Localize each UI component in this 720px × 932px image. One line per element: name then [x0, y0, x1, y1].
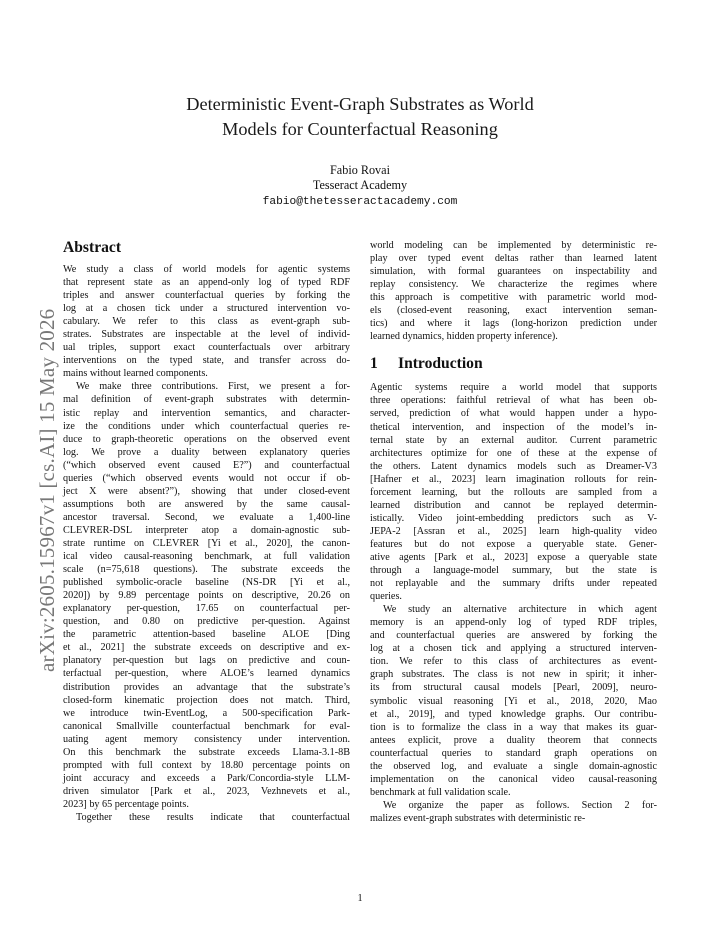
- left-column: [63, 239, 350, 824]
- text-line: features but do not expose a queryable state. Gener-: [370, 538, 657, 550]
- text-line: and counterfactual queries are answered by forking the: [370, 630, 657, 642]
- text-line: (“which observed event caused E?”) and counterfactual: [63, 459, 350, 471]
- text-line: queries.: [370, 591, 402, 603]
- text-line: this approach is competitive with parametric world mod-: [370, 292, 657, 304]
- text-line: malizes event-graph substrates with deterministic re-: [370, 812, 586, 824]
- text-line: 2023] by 65 percentage points.: [63, 798, 189, 810]
- text-line: three operations: faithful retrieval of what has been ob-: [370, 395, 657, 407]
- text-line: ancestor traversal. Second, we evaluate a 1,400-line: [63, 511, 350, 523]
- text-line: tics) and where it lags (long-horizon prediction under: [370, 318, 657, 330]
- text-line: graph substrates. The class is not new in spirit; it inher-: [370, 669, 657, 681]
- text-line: published symbolic-oracle baseline (NS-DR [Yi et al.,: [63, 577, 350, 589]
- section-number: 1: [370, 355, 378, 373]
- text-line: et al., 2019], and typed knowledge graphs. Our contribu-: [370, 708, 657, 720]
- text-line: served, prediction of what would happen under a hypo-: [370, 408, 657, 420]
- author-name: Fabio Rovai: [330, 163, 390, 177]
- text-line: closed-form kinematic projection does not match. Third,: [63, 694, 350, 706]
- text-line: log. We prove a duality between explanatory queries: [63, 446, 350, 458]
- paper-title: [100, 92, 620, 142]
- text-line: mains without learned components.: [63, 368, 208, 380]
- right-column: [370, 239, 657, 825]
- abstract-continuation: [370, 239, 657, 343]
- text-line: learned dynamics, hidden property inference).: [370, 331, 558, 343]
- text-line: ual triples, support exact counterfactuals over arbitrary: [63, 342, 350, 354]
- text-line: We study an alternative architecture in which agent: [383, 604, 657, 616]
- text-line: symbolic visual reasoning [Yi et al., 2018, 2020, Mao: [370, 695, 657, 707]
- text-line: question, and 0.80 on predictive per-question. Against: [63, 616, 350, 628]
- text-line: strates. Substrates are inspectable at the level of individ-: [63, 329, 350, 341]
- text-line: els (closed-event reasoning, exact intervention seman-: [370, 305, 657, 317]
- text-line: canonical Smallville counterfactual benchmark for eval-: [63, 720, 350, 732]
- text-line: [Hafner et al., 2023] learn imagination rollouts for rein-: [370, 473, 657, 485]
- page-number: 1: [357, 893, 363, 904]
- author-email[interactable]: fabio@thetesseractacademy.com: [262, 196, 458, 208]
- text-line: architectures optimize for one of these at the expense of: [370, 447, 657, 459]
- text-line: cabulary. We refer to this class as event-graph sub-: [63, 316, 350, 328]
- text-line: planatory per-question but lags on predictive and coun-: [63, 655, 350, 667]
- text-line: learned distribution and cannot be replayed determin-: [370, 499, 657, 511]
- text-line: On this benchmark the substrate exceeds Llama-3.1-8B: [63, 746, 350, 758]
- text-line: antees explicit, prove a duality theorem that connects: [370, 734, 657, 746]
- text-line: the observed log, and evaluate a single domain-agnostic: [370, 760, 657, 772]
- text-line: queries (“which observed events would not occur if ob-: [63, 472, 350, 484]
- text-line: triples and answer counterfactual queries by forking the: [63, 290, 350, 302]
- text-line: play over typed event deltas rather than learned latent: [370, 253, 657, 265]
- text-line: that represent state as an append-only log of typed RDF: [63, 277, 350, 289]
- text-line: scale (n=75,618 questions). The substrate exceeds the: [63, 564, 350, 576]
- text-line: ize the conditions under which counterfactual queries re-: [63, 420, 350, 432]
- text-line: driven simulator [Park et al., 2023, Vezhnevets et al.,: [63, 785, 350, 797]
- arxiv-stamp: arXiv:2605.15967v1 [cs.AI] 15 May 2026: [35, 308, 59, 672]
- text-line: We organize the paper as follows. Section 2 for-: [383, 799, 657, 811]
- title-line-1: Deterministic Event-Graph Substrates as World: [186, 94, 534, 114]
- abstract-body: [63, 263, 350, 824]
- text-line: We study a class of world models for agentic systems: [63, 264, 350, 275]
- text-line: the parametric attention-based baseline ALOE [Ding: [63, 629, 350, 641]
- text-line: Agentic systems require a world model that supports: [370, 382, 657, 394]
- text-line: log at a chosen tick under a structured intervention vo-: [63, 303, 350, 315]
- text-line: mal definition of event-graph substrates with determin-: [63, 394, 350, 406]
- text-line: forcement learning, but the rollouts are sampled from a: [370, 486, 657, 498]
- text-line: ternal state by an external auditor. Current parametric: [370, 434, 657, 446]
- text-line: terfactual per-question, where ALOE’s learned dynamics: [63, 668, 350, 680]
- text-line: istically. Video joint-embedding predictors such as V-: [370, 512, 657, 524]
- text-line: 2020]) by 9.89 percentage points on descriptive, 20.26 on: [63, 590, 350, 602]
- text-line: JEPA-2 [Assran et al., 2025] learn high-quality video: [370, 525, 657, 537]
- text-line: counterfactual queries to standard graph operations on: [370, 747, 657, 759]
- text-line: joint accuracy and exceeds a Park/Concordia-style LLM-: [63, 772, 350, 784]
- text-line: we introduce twin-EventLog, a 500-specification Park-: [63, 707, 350, 719]
- abstract-heading: Abstract: [63, 239, 122, 256]
- text-line: ical video causal-reasoning benchmark, at full validation: [63, 551, 350, 563]
- text-line: tion. We refer to this class of architectures as event-: [370, 656, 657, 668]
- title-line-2: Models for Counterfactual Reasoning: [222, 119, 498, 139]
- text-line: replay consistency. We characterize the regimes where: [370, 279, 657, 291]
- section-title: Introduction: [398, 355, 483, 373]
- text-line: strate runtime on CLEVRER [Yi et al., 2020], the canon-: [63, 537, 350, 549]
- text-line: tion is to formalize the class in a way that makes its guar-: [370, 721, 657, 733]
- text-line: Together these results indicate that counterfactual: [76, 811, 350, 823]
- text-line: not replayable and the summary drifts under repeated: [370, 578, 657, 590]
- text-line: prompted with full context by 18.80 percentage points on: [63, 759, 350, 771]
- text-line: implementation on the canonical video causal-reasoning: [370, 773, 657, 785]
- text-line: interventions on the typed state, and transfer across do-: [63, 355, 350, 367]
- text-line: memory is an append-only log of typed RDF triples,: [370, 617, 657, 629]
- text-line: benchmark at full validation scale.: [370, 786, 511, 798]
- text-line: the others. Latent dynamics models such as Dreamer-V3: [370, 460, 657, 472]
- text-line: explanatory per-question, 17.65 on counterfactual per-: [63, 603, 350, 615]
- text-line: et al., 2021] the substrate exceeds on descriptive and ex-: [63, 642, 350, 654]
- text-line: We make three contributions. First, we present a for-: [76, 381, 350, 393]
- text-line: log at a chosen tick and applying a structured interven-: [370, 643, 657, 655]
- text-line: its from structural causal models [Pearl, 2009], neuro-: [370, 682, 657, 694]
- author-affiliation: Tesseract Academy: [312, 178, 408, 192]
- text-line: assumptions both are answered by the same causal-: [63, 498, 350, 510]
- text-line: thetical intervention, and inspection of the model’s in-: [370, 421, 657, 433]
- text-line: duce to graph-theoretic operations on the observed event: [63, 433, 350, 445]
- introduction-body: [370, 381, 657, 825]
- text-line: through a language-model summary, but the state is: [370, 565, 657, 577]
- text-line: world modeling can be implemented by deterministic re-: [370, 240, 657, 251]
- text-line: ject X were absent?”), showing that under closed-event: [63, 485, 350, 497]
- text-line: CLEVRER-DSL interpreter atop a domain-agnostic sub-: [63, 524, 350, 536]
- text-line: ative agents [Park et al., 2023] expose a queryable state: [370, 551, 657, 563]
- introduction-heading: [370, 355, 657, 373]
- text-line: distribution provides an advantage that the substrate’s: [63, 681, 350, 693]
- text-line: istic replay and intervention semantics, and character-: [63, 407, 350, 419]
- text-line: simulation, with formal guarantees on inspectability and: [370, 266, 657, 278]
- text-line: uating agent memory consistency under intervention.: [63, 733, 350, 745]
